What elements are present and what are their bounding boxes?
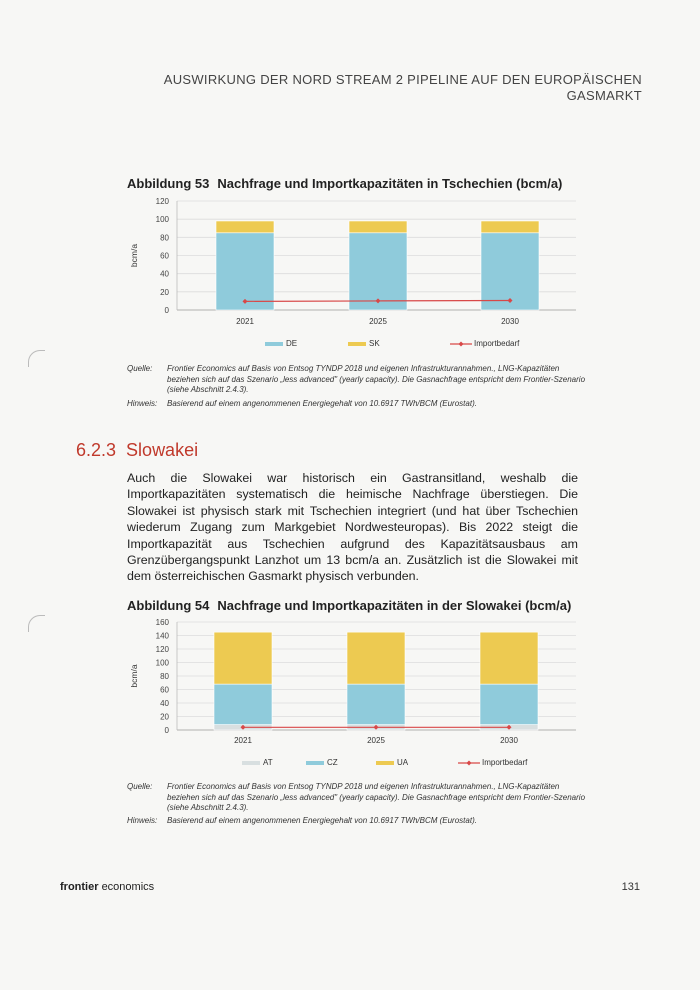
brand-bold: frontier (60, 881, 99, 893)
bar-sk (216, 221, 274, 233)
bar-ua (480, 632, 538, 684)
legend-label: Importbedarf (482, 758, 528, 767)
source-label: Quelle: (127, 364, 153, 373)
section-heading (76, 440, 198, 461)
header-line-2: GASMARKT (566, 88, 642, 103)
figure-title-text: Nachfrage und Importkapazitäten in der Slowakei (bcm/a) (217, 598, 572, 613)
y-tick-label: 60 (160, 685, 169, 695)
y-tick-label: 100 (155, 215, 169, 225)
figure-number: Abbildung 53 (127, 176, 210, 191)
brand-rest: economics (101, 881, 155, 893)
x-tick-label: 2021 (236, 317, 254, 326)
x-tick-label: 2021 (234, 736, 252, 745)
source-text: Frontier Economics auf Basis von Entsog TYNDP 2018 und eigenen Infrastrukturannahmen., LNG-Kapazitäten beziehen sich auf das Szenario „less advanced" (yearly capacity). Die Gasnachfrage entspricht dem Frontier-Szenario (siehe Abschnitt 2.4.3). (167, 364, 586, 394)
y-axis-label: bcm/a (129, 664, 139, 688)
footer-brand (60, 881, 154, 893)
chart-slowakei (120, 614, 590, 779)
note-text: Basierend auf einem angenommenen Energiegehalt von 10.6917 TWh/BCM (Eurostat). (167, 816, 477, 825)
bar-sk (349, 221, 407, 233)
section-number: 6.2.3 (76, 440, 117, 460)
figure-title-text: Nachfrage und Importkapazitäten in Tschechien (bcm/a) (217, 176, 563, 191)
y-tick-label: 80 (160, 233, 169, 243)
y-axis-label: bcm/a (129, 243, 139, 268)
legend-label: CZ (327, 758, 338, 767)
legend-swatch-at (242, 761, 260, 765)
y-tick-label: 100 (155, 658, 169, 668)
legend-label: Importbedarf (474, 339, 520, 348)
source-label: Quelle: (127, 782, 153, 791)
x-tick-label: 2025 (369, 317, 387, 326)
bar-ua (347, 632, 405, 684)
y-tick-label: 40 (160, 269, 169, 279)
y-tick-label: 20 (160, 712, 169, 722)
bar-cz (347, 684, 405, 725)
bar-cz (214, 684, 272, 725)
y-tick-label: 60 (160, 251, 169, 261)
note-label: Hinweis: (127, 399, 158, 408)
source-text: Frontier Economics auf Basis von Entsog TYNDP 2018 und eigenen Infrastrukturannahmen., LNG-Kapazitäten beziehen sich auf das Szenario „less advanced" (yearly capacity). Die Gasnachfrage entspricht dem Frontier-Szenario (siehe Abschnitt 2.4.3). (167, 782, 586, 812)
figure-54-title (127, 598, 571, 613)
y-tick-label: 40 (160, 699, 169, 708)
page-header (122, 72, 642, 104)
chart-tschechien (120, 192, 590, 362)
header-line-1: AUSWIRKUNG DER NORD STREAM 2 PIPELINE AUF DEN EUROPÄISCHEN (163, 72, 642, 87)
legend-swatch-marker (459, 342, 464, 347)
legend-swatch-ua (376, 761, 394, 765)
bar-de (216, 233, 274, 310)
page-number: 131 (621, 881, 640, 893)
y-tick-label: 80 (160, 672, 169, 681)
y-tick-label: 0 (164, 726, 169, 735)
x-tick-label: 2030 (500, 736, 518, 745)
bar-sk (481, 221, 539, 233)
punch-hole-mark (28, 350, 45, 367)
figure-number: Abbildung 54 (127, 598, 210, 613)
bar-cz (480, 684, 538, 725)
y-tick-label: 140 (155, 631, 169, 641)
x-tick-label: 2025 (367, 736, 385, 745)
x-tick-label: 2030 (501, 317, 519, 326)
legend-label: AT (263, 758, 273, 767)
legend-swatch-marker (467, 761, 472, 766)
y-tick-label: 20 (160, 287, 169, 297)
y-tick-label: 160 (155, 618, 169, 627)
legend-label: DE (286, 339, 298, 348)
legend-swatch-sk (348, 342, 366, 346)
figure-53-title (127, 176, 562, 191)
note-text: Basierend auf einem angenommenen Energiegehalt von 10.6917 TWh/BCM (Eurostat). (167, 399, 477, 408)
legend-label: SK (369, 339, 380, 348)
legend-swatch-cz (306, 761, 324, 765)
bar-ua (214, 632, 272, 684)
note-label: Hinweis: (127, 816, 158, 825)
section-paragraph: Auch die Slowakei war historisch ein Gastransitland, weshalb die Importkapazitäten systematisch die heimische Nachfrage überstiegen. Die Slowakei ist physisch stark mit Tschechien integriert (und hat über Tschechien wiederum Zugang zum Markgebiet Nordwesteuropas). Bis 2022 steigt die Importkapazität aus Tschechien aufgrund des Kapazitätsausbaus am Grenzübergangspunkt Lanzhot um 13 bcm/a an. Zusätzlich ist die Slowakei mit dem österreichischen Gasmarkt physisch verbunden. (127, 471, 578, 584)
y-tick-label: 0 (164, 306, 169, 315)
legend-label: UA (397, 758, 409, 767)
punch-hole-mark (28, 615, 45, 632)
section-title: Slowakei (126, 440, 199, 460)
y-tick-label: 120 (155, 197, 169, 206)
y-tick-label: 120 (155, 645, 169, 654)
legend-swatch-de (265, 342, 283, 346)
